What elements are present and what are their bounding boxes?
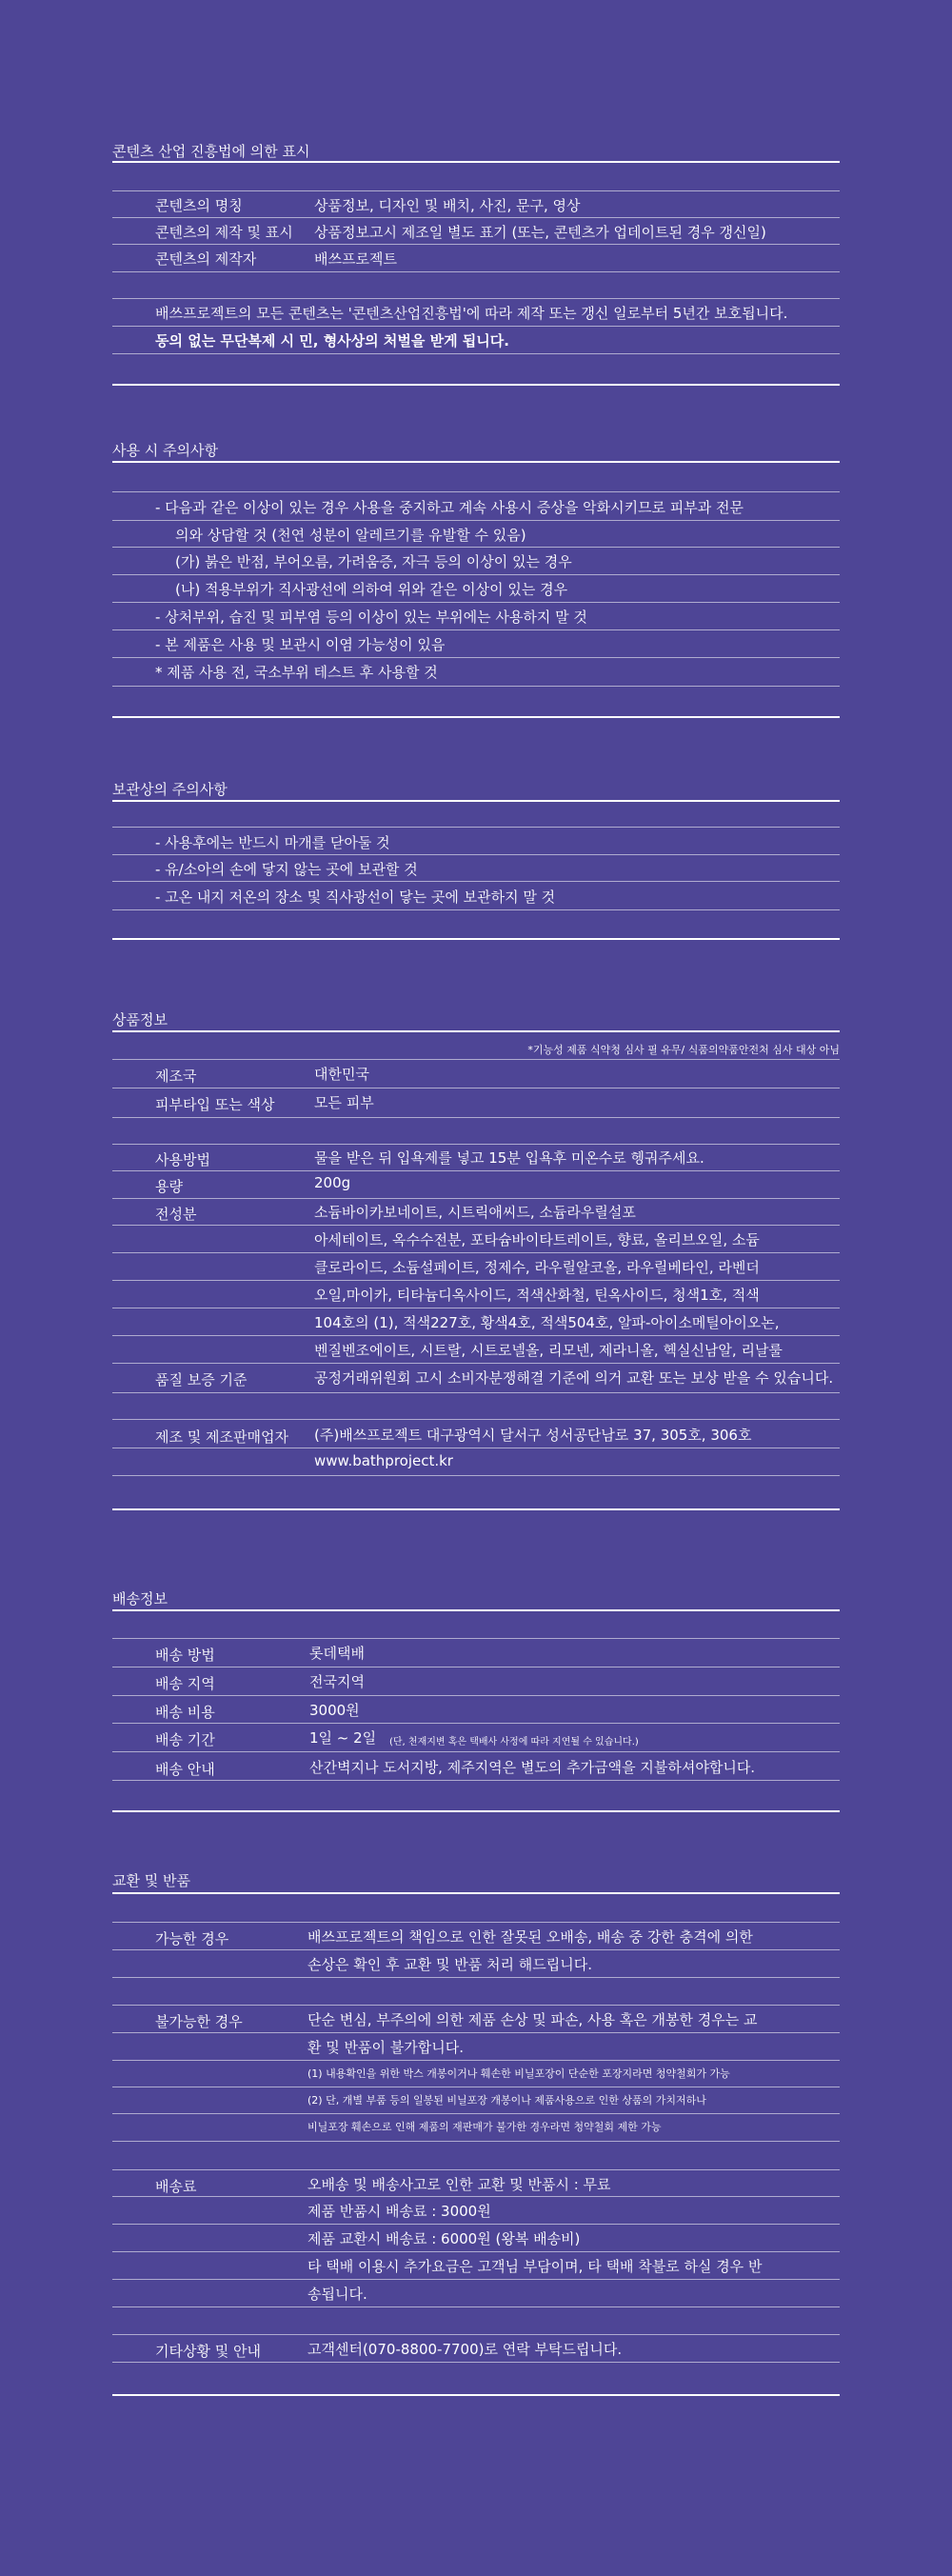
divider bbox=[112, 1144, 840, 1145]
divider bbox=[112, 1810, 840, 1812]
row-label: 제조 및 제조판매업자 bbox=[155, 1428, 288, 1446]
row-value: 상품정보, 디자인 및 배치, 사진, 문구, 영상 bbox=[314, 197, 581, 214]
returns-note: (2) 단, 개별 부품 등의 일봉된 비닐포장 개봉이나 제품사용으로 인한 상품의 가치저하나 bbox=[307, 2094, 706, 2107]
row-value: 배쓰프로젝트의 책임으로 인한 잘못된 오배송, 배송 중 강한 충격에 의한 bbox=[307, 1928, 753, 1946]
section-title-usage: 사용 시 주의사항 bbox=[112, 442, 218, 459]
divider bbox=[112, 657, 840, 658]
returns-note: (1) 내용확인을 위한 박스 개봉이거나 훼손한 비닐포장이 단순한 포장지라면 청약철회가 가능 bbox=[307, 2067, 730, 2080]
row-label: 배송료 bbox=[155, 2178, 197, 2195]
divider bbox=[112, 686, 840, 687]
divider bbox=[112, 461, 840, 463]
row-value: 전국지역 bbox=[309, 1673, 365, 1690]
row-value: 제품 반품시 배송료 : 3000원 bbox=[307, 2203, 491, 2220]
divider bbox=[112, 2251, 840, 2252]
divider bbox=[112, 2005, 840, 2006]
row-value: 배쓰프로젝트 bbox=[314, 250, 397, 268]
ingredients-line: 소듐바이카보네이트, 시트릭애씨드, 소듐라우릴설포 bbox=[314, 1204, 636, 1221]
row-value: 환 및 반품이 불가합니다. bbox=[307, 2039, 464, 2056]
storage-line: - 사용후에는 반드시 마개를 닫아둘 것 bbox=[155, 834, 390, 851]
row-value: 3000원 bbox=[309, 1702, 360, 1719]
row-label: 품질 보증 기준 bbox=[155, 1371, 248, 1388]
divider bbox=[112, 2032, 840, 2033]
row-label: 배송 비용 bbox=[155, 1704, 215, 1721]
divider bbox=[112, 2169, 840, 2170]
divider bbox=[112, 1419, 840, 1420]
row-value: 200g bbox=[314, 1174, 351, 1191]
row-label: 가능한 경우 bbox=[155, 1930, 229, 1947]
divider bbox=[112, 2113, 840, 2114]
divider bbox=[112, 326, 840, 327]
row-value: 대한민국 bbox=[314, 1066, 369, 1083]
divider bbox=[112, 2279, 840, 2280]
divider bbox=[112, 2394, 840, 2396]
storage-line: - 고온 내지 저온의 장소 및 직사광선이 닿는 곳에 보관하지 말 것 bbox=[155, 889, 556, 906]
divider bbox=[112, 629, 840, 630]
row-value: 고객센터(070-8800-7700)로 연락 부탁드립니다. bbox=[307, 2341, 623, 2358]
product-note: *기능성 제품 식약청 심사 필 유무/ 식품의약품안전처 심사 대상 아님 bbox=[527, 1044, 840, 1056]
section-title-storage: 보관상의 주의사항 bbox=[112, 781, 228, 798]
divider bbox=[112, 1059, 840, 1060]
row-value: 타 택배 이용시 추가요금은 고객님 부담이며, 타 택배 착불로 하실 경우 반 bbox=[307, 2258, 763, 2275]
row-label: 전성분 bbox=[155, 1206, 197, 1223]
divider bbox=[112, 1922, 840, 1923]
divider bbox=[112, 2196, 840, 2197]
divider bbox=[112, 271, 840, 272]
row-label: 기타상황 및 안내 bbox=[155, 2343, 261, 2360]
divider bbox=[112, 2334, 840, 2335]
row-label: 콘텐츠의 제작 및 표시 bbox=[155, 224, 293, 241]
section-title-shipping: 배송정보 bbox=[112, 1590, 168, 1608]
row-value: 공정거래위원회 고시 소비자분쟁해결 기준에 의거 교환 또는 보상 받을 수 있습니다. bbox=[314, 1369, 834, 1387]
divider bbox=[112, 938, 840, 940]
row-value: (주)배쓰프로젝트 대구광역시 달서구 성서공단남로 37, 305호, 306호 bbox=[314, 1427, 752, 1444]
divider bbox=[112, 1723, 840, 1724]
divider bbox=[112, 217, 840, 218]
returns-note: 비닐포장 훼손으로 인해 제품의 재판매가 불가한 경우라면 청약철회 제한 가능 bbox=[307, 2121, 662, 2133]
row-value: 물을 받은 뒤 입욕제를 넣고 15분 입욕후 미온수로 헹궈주세요. bbox=[314, 1149, 704, 1167]
website-link[interactable]: www.bathproject.kr bbox=[314, 1452, 453, 1469]
divider bbox=[112, 574, 840, 575]
row-value: 산간벽지나 도서지방, 제주지역은 별도의 추가금액을 지불하셔야합니다. bbox=[309, 1759, 756, 1776]
divider bbox=[112, 2060, 840, 2061]
row-value: 롯데택배 bbox=[309, 1645, 365, 1662]
divider bbox=[112, 1609, 840, 1611]
divider bbox=[112, 1252, 840, 1253]
divider bbox=[112, 1695, 840, 1696]
usage-line: (나) 적용부위가 직사광선에 의하여 위와 같은 이상이 있는 경우 bbox=[175, 581, 568, 598]
divider bbox=[112, 2141, 840, 2142]
divider bbox=[112, 190, 840, 191]
ingredients-line: 클로라이드, 소듐설페이트, 정제수, 라우릴알코올, 라우릴베타인, 라벤더 bbox=[314, 1259, 760, 1276]
row-label: 용량 bbox=[155, 1178, 183, 1195]
divider bbox=[112, 2306, 840, 2307]
divider bbox=[112, 244, 840, 245]
divider bbox=[112, 1977, 840, 1978]
row-value: 손상은 확인 후 교환 및 반품 처리 해드립니다. bbox=[307, 1956, 592, 1973]
row-label: 불가능한 경우 bbox=[155, 2013, 243, 2030]
divider bbox=[112, 1475, 840, 1476]
divider bbox=[112, 800, 840, 802]
row-label: 제조국 bbox=[155, 1068, 197, 1085]
divider bbox=[112, 854, 840, 855]
usage-line: - 본 제품은 사용 및 보관시 이염 가능성이 있음 bbox=[155, 636, 446, 653]
row-label: 사용방법 bbox=[155, 1151, 210, 1168]
ingredients-line: 벤질벤조에이트, 시트랄, 시트로넬올, 리모넨, 제라니올, 헥실신남알, 리날룰 bbox=[314, 1342, 783, 1359]
row-label: 피부타입 또는 색상 bbox=[155, 1096, 275, 1113]
divider bbox=[112, 716, 840, 718]
row-label: 콘텐츠의 명칭 bbox=[155, 197, 243, 214]
divider bbox=[112, 520, 840, 521]
divider bbox=[112, 1198, 840, 1199]
divider bbox=[112, 298, 840, 299]
copyright-warning: 동의 없는 무단복제 시 민, 형사상의 처벌을 받게 됩니다. bbox=[155, 332, 509, 349]
divider bbox=[112, 1751, 840, 1752]
divider bbox=[112, 2224, 840, 2225]
divider bbox=[112, 1392, 840, 1393]
row-value: 상품정보고시 제조일 별도 표기 (또는, 콘텐츠가 업데이트된 경우 갱신일) bbox=[314, 224, 766, 241]
divider bbox=[112, 1892, 840, 1894]
divider bbox=[112, 384, 840, 386]
divider bbox=[112, 491, 840, 492]
section-title-content-law: 콘텐츠 산업 진흥법에 의한 표시 bbox=[112, 143, 310, 160]
divider bbox=[112, 2362, 840, 2363]
divider bbox=[112, 1030, 840, 1032]
divider bbox=[112, 161, 840, 163]
divider bbox=[112, 909, 840, 910]
usage-line: 의와 상담할 것 (천연 성분이 알레르기를 유발할 수 있음) bbox=[175, 527, 526, 544]
divider bbox=[112, 1949, 840, 1950]
row-value: 제품 교환시 배송료 : 6000원 (왕복 배송비) bbox=[307, 2230, 581, 2247]
divider bbox=[112, 1170, 840, 1171]
divider bbox=[112, 1780, 840, 1781]
shipping-period-note: (단, 천재지변 혹은 택배사 사정에 따라 지연될 수 있습니다.) bbox=[389, 1737, 639, 1747]
copyright-notice: 배쓰프로젝트의 모든 콘텐츠는 '콘텐츠산업진흥법'에 따라 제작 또는 갱신 일로부터 5년간 보호됩니다. bbox=[155, 305, 788, 322]
divider bbox=[112, 602, 840, 603]
divider bbox=[112, 1117, 840, 1118]
divider bbox=[112, 353, 840, 354]
divider bbox=[112, 1225, 840, 1226]
divider bbox=[112, 1363, 840, 1364]
divider bbox=[112, 1638, 840, 1639]
row-label: 배송 방법 bbox=[155, 1647, 215, 1664]
ingredients-line: 오일,마이카, 티타늄디옥사이드, 적색산화철, 틴옥사이드, 청색1호, 적색 bbox=[314, 1287, 760, 1304]
divider bbox=[112, 1508, 840, 1510]
section-title-returns: 교환 및 반품 bbox=[112, 1872, 190, 1889]
row-label: 배송 기간 bbox=[155, 1731, 215, 1748]
ingredients-line: 아세테이트, 옥수수전분, 포타슘바이타트레이트, 향료, 올리브오일, 소듐 bbox=[314, 1231, 760, 1248]
ingredients-line: 104호의 (1), 적색227호, 황색4호, 적색504호, 알파-아이소메틸아이오논, bbox=[314, 1314, 780, 1331]
row-label: 배송 안내 bbox=[155, 1761, 215, 1778]
row-label: 배송 지역 bbox=[155, 1675, 215, 1692]
section-title-product: 상품정보 bbox=[112, 1011, 168, 1028]
divider bbox=[112, 547, 840, 548]
divider bbox=[112, 1335, 840, 1336]
row-value: 1일 ~ 2일 bbox=[309, 1729, 377, 1747]
row-value: 모든 피부 bbox=[314, 1094, 374, 1111]
divider bbox=[112, 827, 840, 828]
usage-line: (가) 붉은 반점, 부어오름, 가려움증, 자극 등의 이상이 있는 경우 bbox=[175, 553, 572, 570]
divider bbox=[112, 881, 840, 882]
usage-line: * 제품 사용 전, 국소부위 테스트 후 사용할 것 bbox=[155, 664, 438, 681]
divider bbox=[112, 1280, 840, 1281]
usage-line: - 다음과 같은 이상이 있는 경우 사용을 중지하고 계속 사용시 증상을 악화시키므로 피부과 전문 bbox=[155, 499, 744, 516]
row-value: 송됩니다. bbox=[307, 2286, 367, 2303]
row-label: 콘텐츠의 제작자 bbox=[155, 250, 257, 268]
row-value: 단순 변심, 부주의에 의한 제품 손상 및 파손, 사용 혹은 개봉한 경우는 교 bbox=[307, 2011, 758, 2028]
row-value: 오배송 및 배송사고로 인한 교환 및 반품시 : 무료 bbox=[307, 2176, 611, 2193]
usage-line: - 상처부위, 습진 및 피부염 등의 이상이 있는 부위에는 사용하지 말 것 bbox=[155, 609, 587, 626]
storage-line: - 유/소아의 손에 닿지 않는 곳에 보관할 것 bbox=[155, 861, 418, 878]
